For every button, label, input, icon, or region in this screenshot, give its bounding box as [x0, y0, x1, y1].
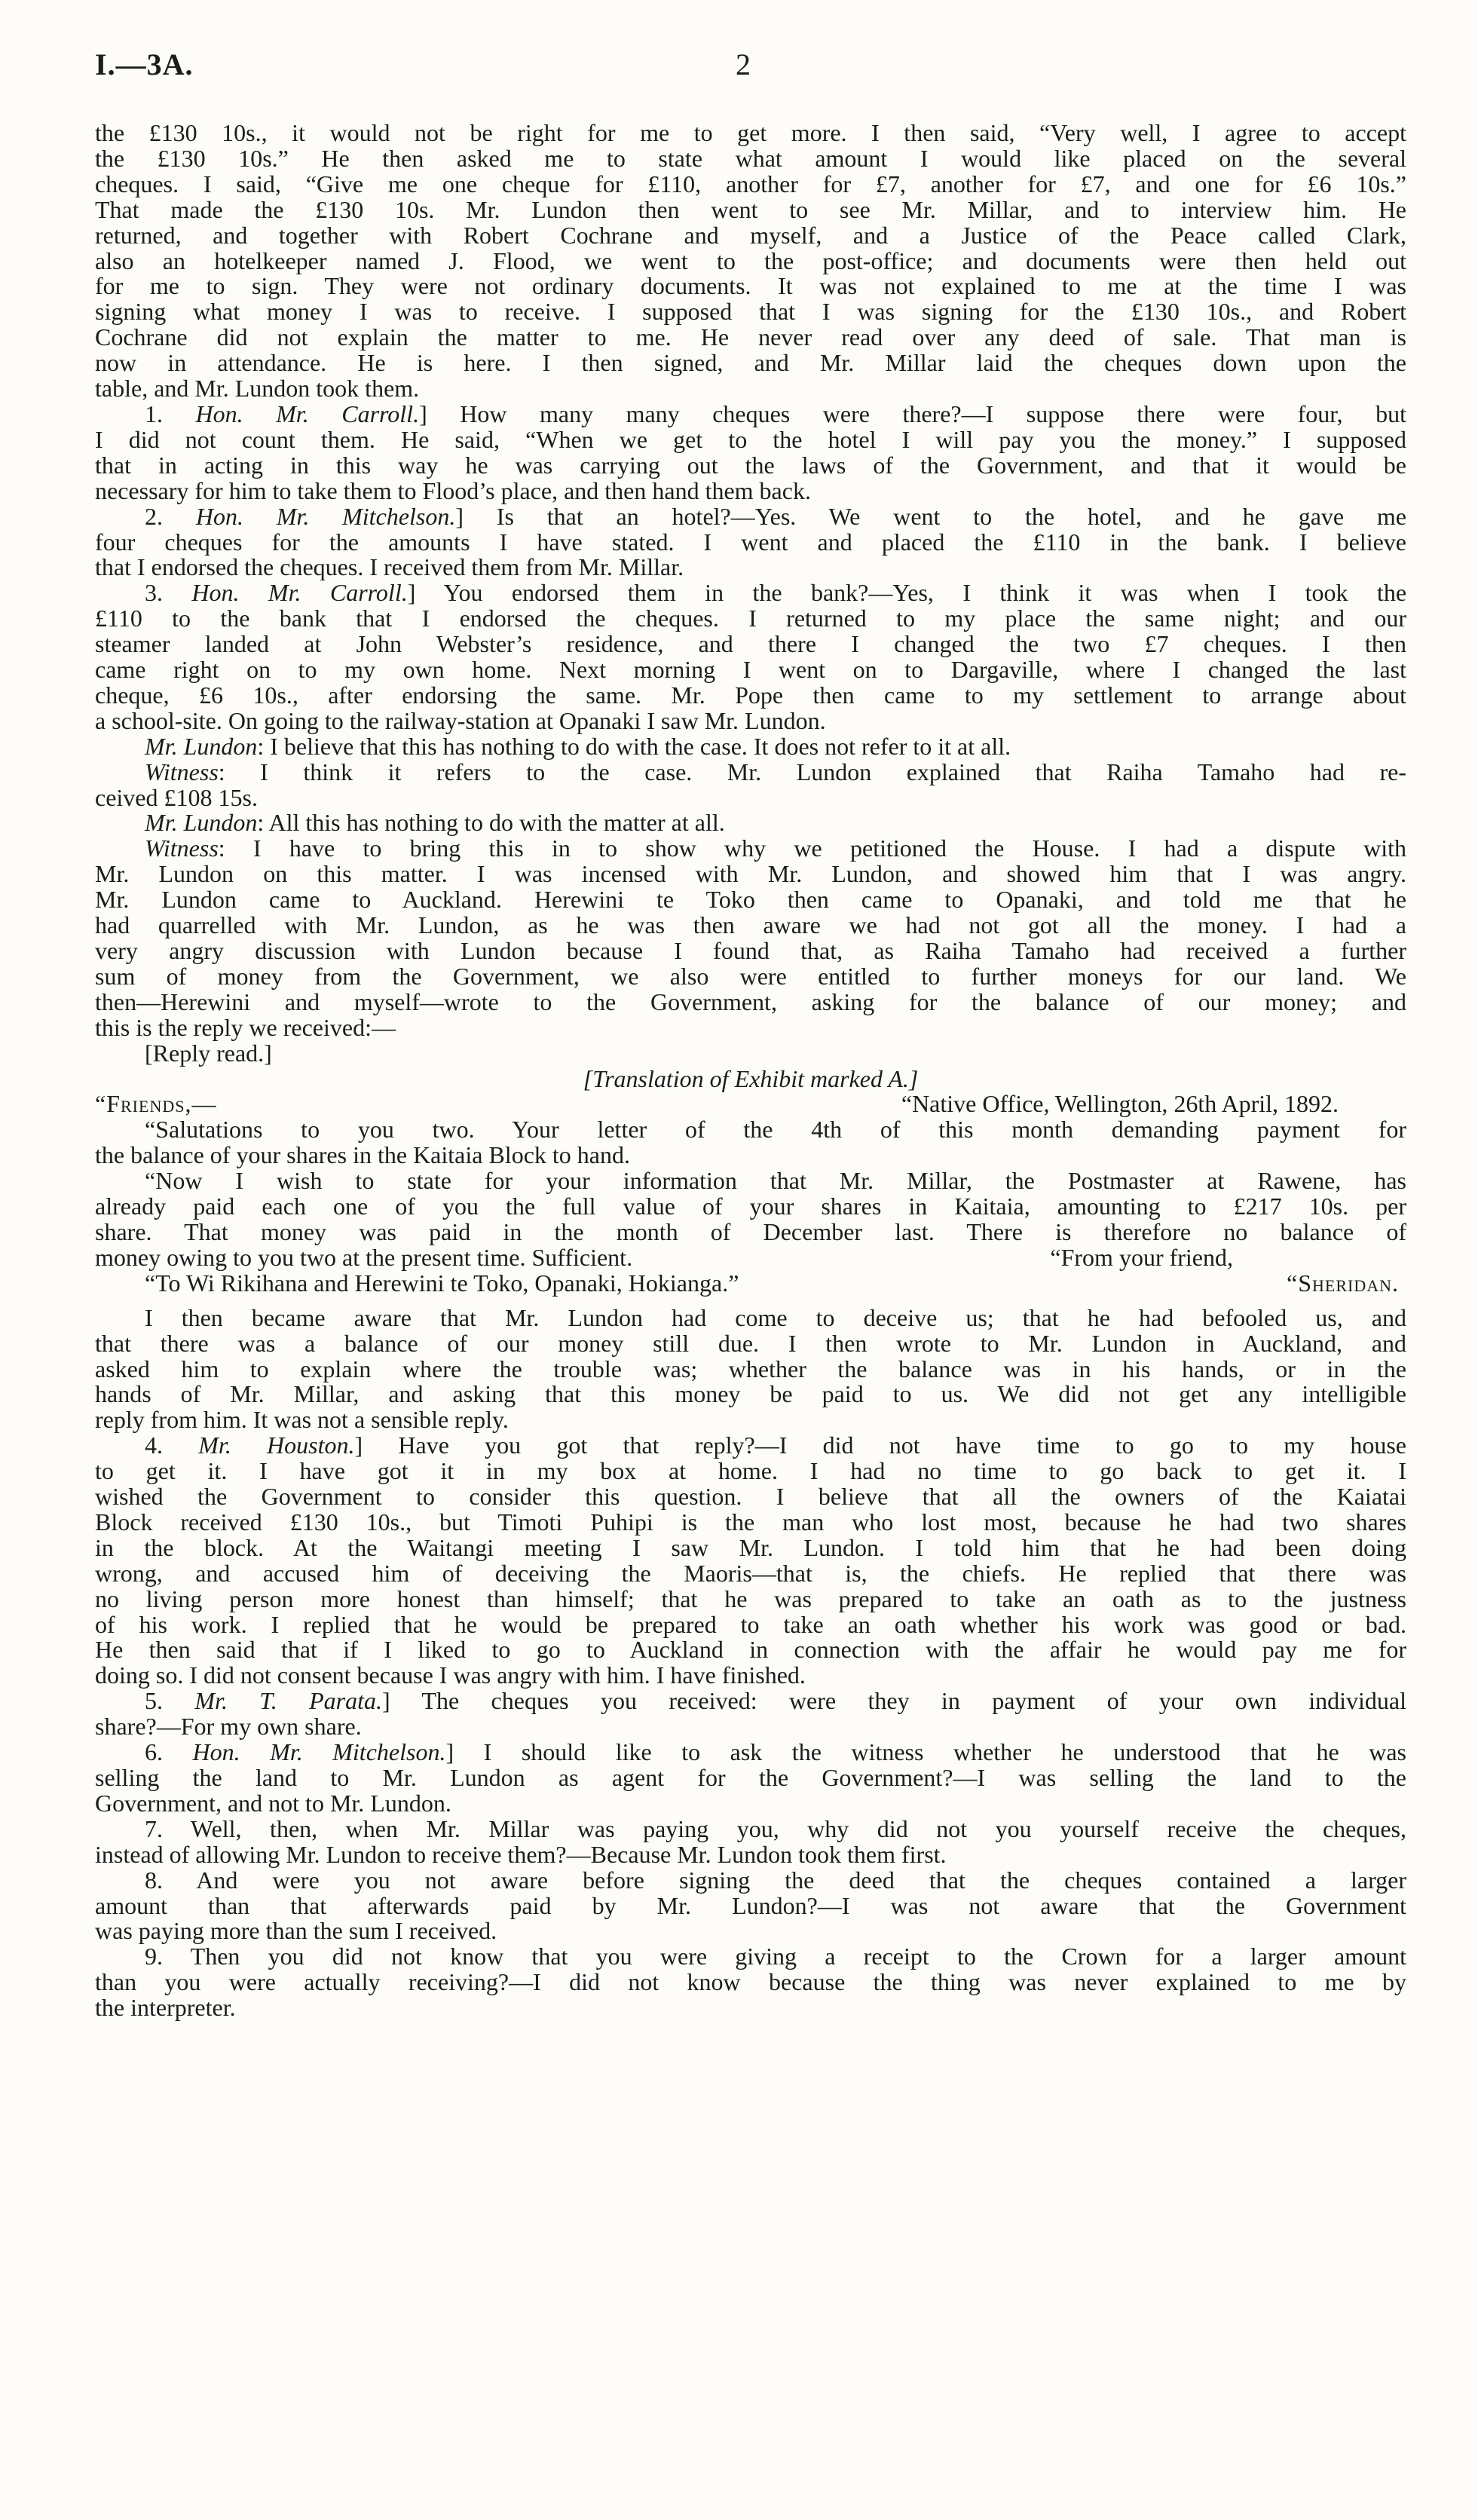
page-header — [95, 47, 1406, 92]
question-7 — [95, 1814, 1406, 1868]
text-segment: ] How many many cheques were there?—I suppose there were four, but — [419, 400, 1406, 427]
text-line: amount than that afterwards paid by Mr. Lundon?—I was not aware that the Government — [95, 1891, 1406, 1919]
letter-closing: “From your friend, — [1050, 1243, 1233, 1271]
text-line: the interpreter. — [95, 1994, 236, 2022]
text-line: sum of money from the Government, we also were entitled to further moneys for our land. We — [95, 962, 1406, 990]
text-segment: : I think it refers to the case. Mr. Lundon explained that Raiha Tamaho had re- — [218, 758, 1406, 785]
letter-addressee: “To Wi Rikihana and Herewini te Toko, Opanaki, Hokianga.” — [145, 1269, 739, 1297]
witness-statement-2 — [95, 836, 1406, 1040]
text-line: 8. And were you not aware before signing the deed that the cheques contained a larger — [145, 1866, 1406, 1894]
text-line: 7. Well, then, when Mr. Millar was paying you, why did not you yourself receive the cheques, — [145, 1814, 1406, 1842]
text-line: this is the reply we received:— — [95, 1013, 396, 1041]
text-line — [95, 1433, 1406, 1459]
speaker-name: Mr. Lundon — [145, 732, 258, 760]
letter-header-row — [95, 1092, 1406, 1117]
question-number: 2. — [145, 502, 196, 530]
text-line: for me to sign. They were not ordinary documents. It was not explained to me at the time I was — [95, 272, 1406, 300]
text-line: than you were actually receiving?—I did not know because the thing was never explained to me by — [95, 1968, 1406, 1996]
text-line — [95, 760, 1406, 785]
text-line: very angry discussion with Lundon because I found that, as Raiha Tamaho had received a further — [95, 937, 1406, 964]
question-number: 5. — [145, 1687, 195, 1715]
question-5 — [95, 1689, 1406, 1740]
text-line: Block received £130 10s., but Timoti Puhipi is the man who lost most, because he had two shares — [95, 1508, 1406, 1536]
text-line: £110 to the bank that I endorsed the cheques. I returned to my place the same night; and our — [95, 605, 1406, 632]
text-line — [95, 836, 1406, 862]
text-line: Cochrane did not explain the matter to me. He never read over any deed of sale. That man is — [95, 323, 1406, 351]
text-segment: : All this has nothing to do with the matter at all. — [257, 809, 725, 837]
text-line: 9. Then you did not know that you were giving a receipt to the Crown for a larger amount — [145, 1943, 1406, 1970]
lundon-interjection-1 — [95, 734, 1406, 760]
text-line: “Now I wish to state for your information that Mr. Millar, the Postmaster at Rawene, has — [145, 1167, 1406, 1195]
question-number: 4. — [145, 1431, 199, 1459]
text-segment: ] The cheques you received: were they in payment of your own individual — [381, 1687, 1407, 1715]
letter-dateline: “Native Office, Wellington, 26th April, 1892. — [901, 1090, 1339, 1118]
text-line — [95, 810, 1406, 836]
reply-read-note — [95, 1041, 1406, 1067]
page-number: 2 — [736, 47, 751, 81]
question-3 — [95, 580, 1406, 733]
text-line: of his work. I replied that he would be prepared to take an oath whether his work was good or bad. — [95, 1610, 1406, 1638]
letter-salutation: “Friends,— — [95, 1090, 217, 1118]
lundon-interjection-2 — [95, 810, 1406, 836]
text-segment: : I believe that this has nothing to do with the case. It does not refer to it at all. — [257, 732, 1011, 760]
question-4 — [95, 1433, 1406, 1689]
text-line: then—Herewini and myself—wrote to the Government, asking for the balance of our money; and — [95, 987, 1406, 1015]
letter-closing-row — [95, 1245, 1406, 1271]
text-line: asked him to explain where the trouble was; whether the balance was in his hands, or in the — [95, 1355, 1406, 1382]
text-line — [95, 1689, 1406, 1714]
document-body — [95, 121, 1406, 2021]
text-line: cheque, £6 10s., after endorsing the same. Mr. Pope then came to my settlement to arrange about — [95, 681, 1406, 709]
text-line — [95, 402, 1406, 427]
text-line: the £130 10s.” He then asked me to state what amount I would like placed on the several — [95, 144, 1406, 172]
text-segment: : I have to bring this in to show why we petitioned the House. I had a dispute with — [218, 834, 1406, 862]
text-line — [95, 504, 1406, 530]
text-line — [95, 1740, 1406, 1765]
text-line: table, and Mr. Lundon took them. — [95, 375, 420, 403]
speaker-name: Hon. Mr. Carroll. — [195, 400, 420, 427]
text-segment: ] I should like to ask the witness whether he understood that he was — [445, 1738, 1407, 1766]
text-line: to get it. I have got it in my box at home. I had no time to go back to get it. I — [95, 1457, 1406, 1485]
text-line: steamer landed at John Webster’s residence, and there I changed the two £7 cheques. I then — [95, 630, 1406, 658]
text-line: [Reply read.] — [145, 1039, 272, 1067]
text-line: wrong, and accused him of deceiving the Maoris—that is, the chiefs. He replied that there was — [95, 1559, 1406, 1587]
text-segment: ] Have you got that reply?—I did not have time to go to my house — [354, 1431, 1407, 1459]
text-line: I did not count them. He said, “When we get to the hotel I will pay you the money.” I supposed — [95, 425, 1406, 453]
text-segment: ] Is that an hotel?—Yes. We went to the hotel, and he gave me — [455, 502, 1407, 530]
text-line: the balance of your shares in the Kaitaia Block to hand. — [95, 1141, 630, 1169]
letter-paragraph-2 — [95, 1168, 1406, 1245]
text-line: necessary for him to take them to Flood’s place, and then hand them back. — [95, 476, 811, 504]
text-line: in the block. At the Waitangi meeting I saw Mr. Lundon. I told him that he had been doing — [95, 1533, 1406, 1561]
text-line: returned, and together with Robert Cochrane and myself, and a Justice of the Peace called Clark, — [95, 221, 1406, 249]
text-line: no living person more honest than himself; that he was prepared to take an oath as to the justness — [95, 1585, 1406, 1612]
translation-heading — [95, 1064, 1406, 1092]
text-line: four cheques for the amounts I have stated. I went and placed the £110 in the bank. I believe — [95, 528, 1406, 556]
question-8 — [95, 1868, 1406, 1945]
text-line: the £130 10s., it would not be right for me to get more. I then said, “Very well, I agree to accept — [95, 119, 1406, 146]
question-6 — [95, 1740, 1406, 1817]
text-segment: [Translation of Exhibit marked A.] — [583, 1064, 919, 1092]
text-line: He then said that if I liked to go to Auckland in connection with the affair he would pay me for — [95, 1636, 1406, 1664]
text-line: reply from him. It was not a sensible reply. — [95, 1406, 509, 1434]
text-line: Mr. Lundon came to Auckland. Herewini te Toko then came to Opanaki, and told me that he — [95, 886, 1406, 914]
speaker-name: Hon. Mr. Mitchelson. — [192, 1738, 446, 1766]
text-line: money owing to you two at the present time. Sufficient. — [95, 1243, 633, 1271]
text-line — [95, 1064, 1406, 1092]
speaker-name: Hon. Mr. Carroll. — [191, 579, 408, 607]
text-line: ceived £108 15s. — [95, 783, 258, 811]
question-2 — [95, 504, 1406, 581]
speaker-name: Mr. T. Parata. — [194, 1687, 382, 1715]
text-line — [95, 734, 1406, 760]
letter-signature: “Sheridan. — [1287, 1269, 1399, 1297]
text-line: now in attendance. He is here. I then signed, and Mr. Millar laid the cheques down upon the — [95, 349, 1406, 377]
text-line: wished the Government to consider this question. I believe that all the owners of the Kaiatai — [95, 1483, 1406, 1511]
text-line: “Salutations to you two. Your letter of the 4th of this month demanding payment for — [145, 1116, 1406, 1144]
speaker-name: Mr. Houston. — [198, 1431, 355, 1459]
text-line: selling the land to Mr. Lundon as agent for the Government?—I was selling the land to the — [95, 1764, 1406, 1791]
text-line: I then became aware that Mr. Lundon had come to deceive us; that he had befooled us, and — [145, 1303, 1406, 1331]
text-line: signing what money I was to receive. I supposed that I was signing for the £130 10s., and Robert — [95, 298, 1406, 326]
witness-statement-1 — [95, 760, 1406, 811]
witness-statement-3 — [95, 1303, 1406, 1434]
text-line: doing so. I did not consent because I was angry with him. I have finished. — [95, 1661, 806, 1689]
letter-paragraph-1 — [95, 1117, 1406, 1168]
text-segment: ] You endorsed them in the bank?—Yes, I think it was when I took the — [407, 579, 1407, 607]
letter-signature-row — [95, 1271, 1406, 1297]
text-line: share?—For my own share. — [95, 1713, 362, 1741]
text-line: That made the £130 10s. Mr. Lundon then went to see Mr. Millar, and to interview him. He — [95, 195, 1406, 223]
text-line: instead of allowing Mr. Lundon to receive them?—Because Mr. Lundon took them first. — [95, 1840, 947, 1868]
question-number: 6. — [145, 1738, 193, 1766]
document-reference: I.—3A. — [95, 47, 194, 81]
question-9 — [95, 1944, 1406, 2021]
text-line: a school-site. On going to the railway-station at Opanaki I saw Mr. Lundon. — [95, 706, 826, 734]
text-line: that I endorsed the cheques. I received them from Mr. Millar. — [95, 553, 684, 581]
text-line — [95, 580, 1406, 606]
text-line: already paid each one of you the full value of your shares in Kaitaia, amounting to £217 10s. per — [95, 1193, 1406, 1220]
text-line: Government, and not to Mr. Lundon. — [95, 1789, 451, 1817]
speaker-name: Hon. Mr. Mitchelson. — [195, 502, 456, 530]
question-number: 3. — [145, 579, 192, 607]
exhibit-letter — [95, 1092, 1406, 1296]
question-number: 1. — [145, 400, 196, 427]
speaker-name: Mr. Lundon — [145, 809, 258, 837]
text-line: had quarrelled with Mr. Lundon, as he was then aware we had not got all the money. I had a — [95, 911, 1406, 939]
text-line: hands of Mr. Millar, and asking that this money be paid to us. We did not get any intelligible — [95, 1380, 1406, 1408]
speaker-name: Witness — [145, 758, 219, 785]
text-line: also an hotelkeeper named J. Flood, we went to the post-office; and documents were then held out — [95, 246, 1406, 274]
speaker-name: Witness — [145, 834, 219, 862]
text-line: share. That money was paid in the month of December last. There is therefore no balance of — [95, 1217, 1406, 1245]
paragraph-continuation — [95, 121, 1406, 402]
text-line: Mr. Lundon on this matter. I was incensed with Mr. Lundon, and showed him that I was angry. — [95, 860, 1406, 888]
text-line: that in acting in this way he was carrying out the laws of the Government, and that it would be — [95, 451, 1406, 479]
text-line: was paying more than the sum I received. — [95, 1917, 497, 1945]
text-line: that there was a balance of our money still due. I then wrote to Mr. Lundon in Auckland, and — [95, 1329, 1406, 1357]
text-line: cheques. I said, “Give me one cheque for £110, another for £7, another for £7, and one for £6 10s.” — [95, 170, 1406, 197]
question-1 — [95, 402, 1406, 504]
text-line: came right on to my own home. Next morning I went on to Dargaville, where I changed the last — [95, 656, 1406, 684]
